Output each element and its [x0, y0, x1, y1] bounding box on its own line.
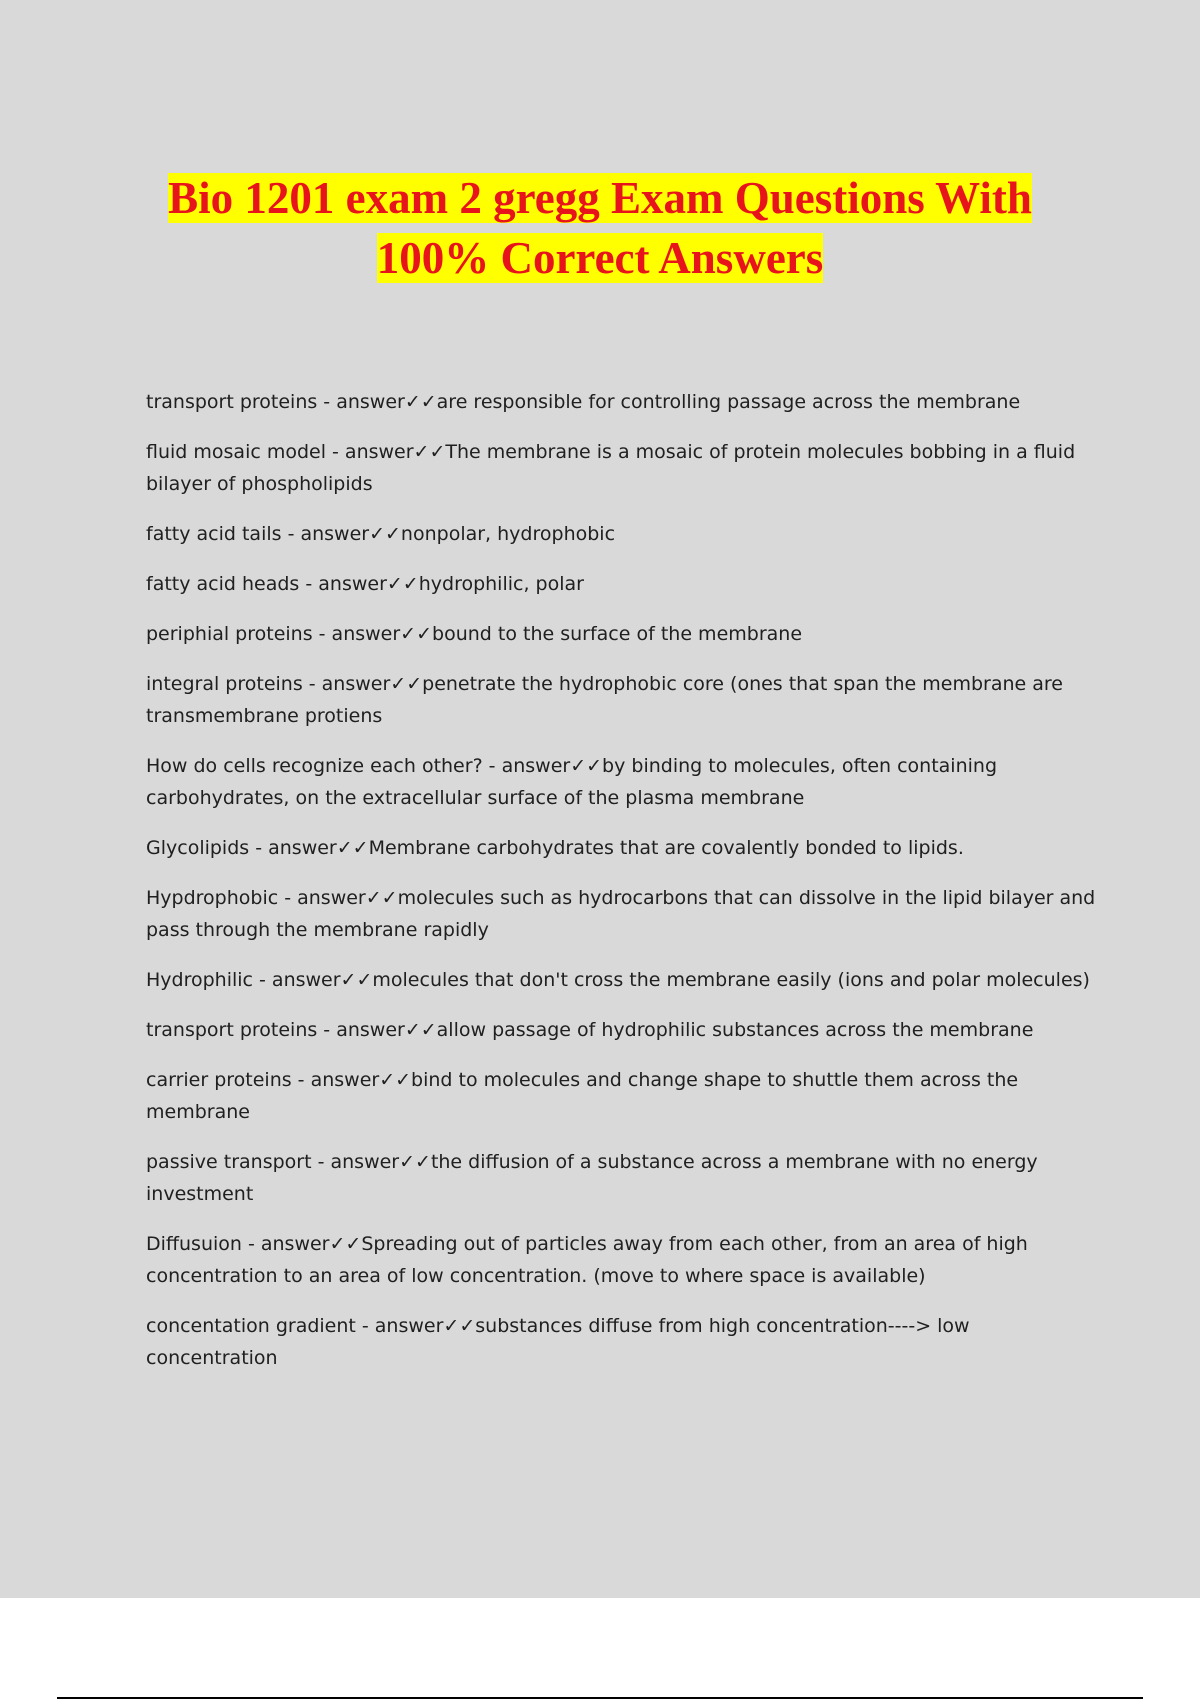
qa-item: fatty acid heads - answer✓✓hydrophilic, polar: [146, 573, 584, 595]
bottom-rule: [57, 1697, 1143, 1699]
qa-item: fluid mosaic model - answer✓✓The membrane is a mosaic of protein molecules bobbing in a fluid bilayer of phospholipids: [146, 441, 1076, 495]
qa-item: Hypdrophobic - answer✓✓molecules such as hydrocarbons that can dissolve in the lipid bilayer and pass through the membrane rapidly: [146, 887, 1096, 941]
qa-item: periphial proteins - answer✓✓bound to the surface of the membrane: [146, 623, 803, 645]
title-line-2: 100% Correct Answers: [376, 233, 824, 283]
title-line-1: Bio 1201 exam 2 gregg Exam Questions With: [168, 173, 1032, 223]
qa-item: Diffusuion - answer✓✓Spreading out of particles away from each other, from an area of high concentration to an area of low concentration. (move to where space is available): [146, 1233, 1028, 1287]
qa-item: carrier proteins - answer✓✓bind to molecules and change shape to shuttle them across the membrane: [146, 1069, 1019, 1123]
qa-item: Glycolipids - answer✓✓Membrane carbohydrates that are covalently bonded to lipids.: [146, 837, 964, 859]
qa-item: concentation gradient - answer✓✓substances diffuse from high concentration----> low concentration: [146, 1315, 970, 1369]
qa-item: Hydrophilic - answer✓✓molecules that don't cross the membrane easily (ions and polar molecules): [146, 969, 1090, 991]
qa-item: How do cells recognize each other? - answer✓✓by binding to molecules, often containing carbohydrates, on the extracellular surface of the plasma membrane: [146, 755, 998, 809]
qa-item: transport proteins - answer✓✓are responsible for controlling passage across the membrane: [146, 391, 1021, 413]
qa-item: passive transport - answer✓✓the diffusion of a substance across a membrane with no energy investment: [146, 1151, 1038, 1205]
qa-item: fatty acid tails - answer✓✓nonpolar, hydrophobic: [146, 523, 616, 545]
qa-item: integral proteins - answer✓✓penetrate the hydrophobic core (ones that span the membrane are transmembrane protiens: [146, 673, 1063, 727]
document-title: [100, 168, 1100, 288]
qa-item: transport proteins - answer✓✓allow passage of hydrophilic substances across the membrane: [146, 1019, 1034, 1041]
qa-list: [146, 386, 1096, 1392]
